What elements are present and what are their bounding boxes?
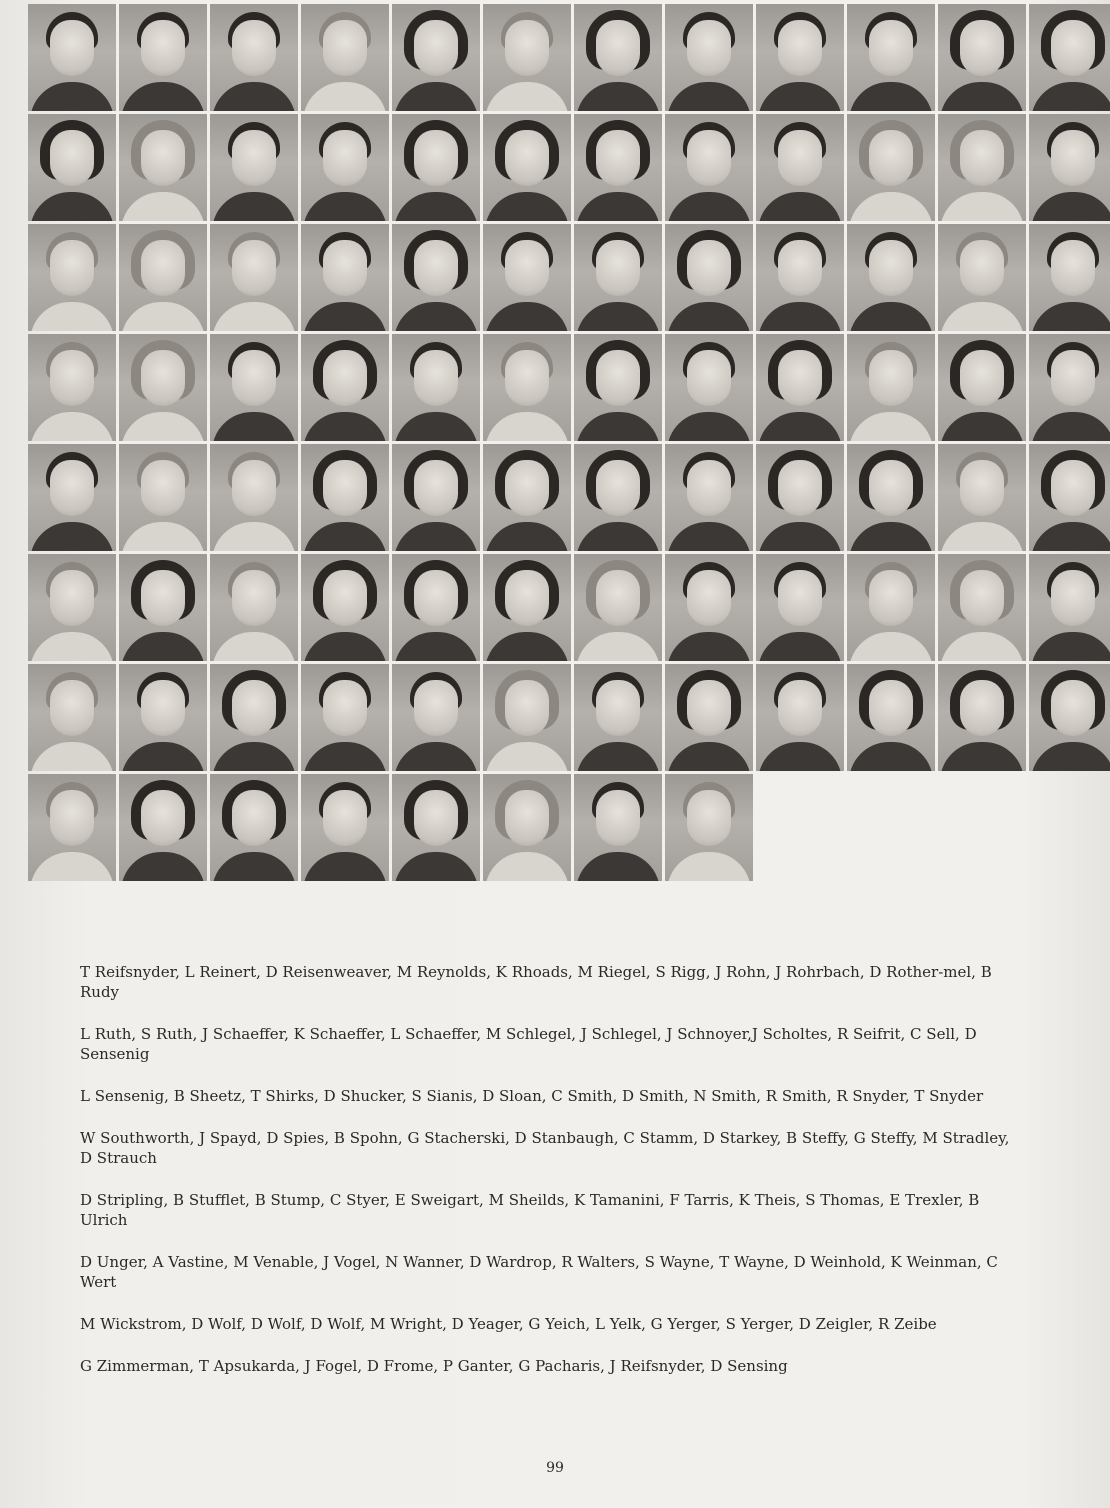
- portrait: [574, 554, 662, 661]
- portrait: [210, 444, 298, 551]
- name-captions: [80, 962, 1020, 1398]
- portrait-grid: [28, 4, 1110, 881]
- portrait: [119, 774, 207, 881]
- portrait: [301, 554, 389, 661]
- portrait: [301, 774, 389, 881]
- portrait: [847, 4, 935, 111]
- portrait: [28, 334, 116, 441]
- portrait: [756, 554, 844, 661]
- portrait: [1029, 224, 1110, 331]
- caption-paragraph: W Southworth, J Spayd, D Spies, B Spohn, G Stacherski, D Stanbaugh, C Stamm, D Starkey, B Steffy, G Steffy, M Stradley, D Strauch: [80, 1129, 1010, 1167]
- portrait: [938, 444, 1026, 551]
- portrait: [392, 774, 480, 881]
- portrait: [28, 114, 116, 221]
- portrait: [301, 444, 389, 551]
- portrait: [119, 224, 207, 331]
- portrait: [483, 224, 571, 331]
- portrait: [574, 444, 662, 551]
- portrait: [28, 444, 116, 551]
- portrait: [847, 114, 935, 221]
- portrait: [574, 224, 662, 331]
- portrait: [28, 224, 116, 331]
- portrait: [28, 554, 116, 661]
- portrait: [392, 114, 480, 221]
- caption-paragraph: D Stripling, B Stufflet, B Stump, C Styer, E Sweigart, M Sheilds, K Tamanini, F Tarris, K Theis, S Thomas, E Trexler, B Ulrich: [80, 1191, 980, 1229]
- portrait: [210, 334, 298, 441]
- portrait: [665, 554, 753, 661]
- caption-paragraph: L Sensenig, B Sheetz, T Shirks, D Shucker, S Sianis, D Sloan, C Smith, D Smith, N Smith, R Smith, R Snyder, T Snyder: [80, 1087, 984, 1105]
- portrait: [119, 114, 207, 221]
- portrait: [847, 334, 935, 441]
- portrait: [28, 664, 116, 771]
- portrait: [301, 114, 389, 221]
- portrait: [119, 444, 207, 551]
- portrait: [847, 224, 935, 331]
- caption-paragraph: M Wickstrom, D Wolf, D Wolf, D Wolf, M Wright, D Yeager, G Yeich, L Yelk, G Yerger, S Yerger, D Zeigler, R Zeibe: [80, 1315, 937, 1333]
- portrait: [301, 224, 389, 331]
- portrait: [574, 664, 662, 771]
- portrait: [756, 224, 844, 331]
- portrait: [665, 664, 753, 771]
- caption-paragraph: G Zimmerman, T Apsukarda, J Fogel, D Frome, P Ganter, G Pacharis, J Reifsnyder, D Sensing: [80, 1357, 788, 1375]
- portrait: [210, 114, 298, 221]
- portrait: [210, 554, 298, 661]
- portrait: [938, 4, 1026, 111]
- portrait: [756, 664, 844, 771]
- caption-paragraph: T Reifsnyder, L Reinert, D Reisenweaver, M Reynolds, K Rhoads, M Riegel, S Rigg, J Rohn, J Rohrbach, D Rother-mel, B Rudy: [80, 963, 992, 1001]
- portrait: [483, 4, 571, 111]
- portrait: [210, 774, 298, 881]
- portrait: [28, 4, 116, 111]
- portrait: [665, 4, 753, 111]
- portrait: [301, 4, 389, 111]
- portrait: [1029, 664, 1110, 771]
- portrait: [756, 334, 844, 441]
- portrait: [938, 224, 1026, 331]
- portrait: [392, 664, 480, 771]
- portrait: [210, 4, 298, 111]
- caption-paragraph: L Ruth, S Ruth, J Schaeffer, K Schaeffer, L Schaeffer, M Schlegel, J Schlegel, J Schnoyer,J Scholtes, R Seifrit, C Sell, D Sensenig: [80, 1025, 977, 1063]
- portrait: [1029, 4, 1110, 111]
- portrait: [210, 224, 298, 331]
- portrait: [847, 444, 935, 551]
- caption-paragraph: D Unger, A Vastine, M Venable, J Vogel, N Wanner, D Wardrop, R Walters, S Wayne, T Wayne, D Weinhold, K Weinman, C Wert: [80, 1253, 998, 1291]
- portrait: [1029, 334, 1110, 441]
- portrait: [665, 114, 753, 221]
- portrait: [392, 554, 480, 661]
- portrait: [119, 334, 207, 441]
- portrait: [847, 554, 935, 661]
- portrait: [1029, 114, 1110, 221]
- portrait: [756, 444, 844, 551]
- portrait: [574, 114, 662, 221]
- portrait: [1029, 554, 1110, 661]
- portrait: [1029, 444, 1110, 551]
- portrait: [392, 334, 480, 441]
- portrait: [483, 444, 571, 551]
- portrait: [938, 664, 1026, 771]
- portrait: [665, 774, 753, 881]
- portrait: [665, 444, 753, 551]
- portrait: [210, 664, 298, 771]
- portrait: [301, 334, 389, 441]
- portrait: [847, 664, 935, 771]
- portrait: [392, 4, 480, 111]
- portrait: [665, 224, 753, 331]
- portrait: [756, 4, 844, 111]
- portrait: [119, 4, 207, 111]
- portrait: [483, 774, 571, 881]
- portrait: [392, 444, 480, 551]
- page-number: 99: [546, 1460, 564, 1476]
- portrait: [938, 554, 1026, 661]
- portrait: [301, 664, 389, 771]
- portrait: [119, 664, 207, 771]
- portrait: [483, 554, 571, 661]
- portrait: [119, 554, 207, 661]
- portrait: [574, 334, 662, 441]
- portrait: [574, 774, 662, 881]
- portrait: [665, 334, 753, 441]
- portrait: [938, 114, 1026, 221]
- portrait: [392, 224, 480, 331]
- portrait: [483, 334, 571, 441]
- portrait: [938, 334, 1026, 441]
- portrait: [483, 664, 571, 771]
- portrait: [483, 114, 571, 221]
- portrait: [28, 774, 116, 881]
- portrait: [756, 114, 844, 221]
- portrait: [574, 4, 662, 111]
